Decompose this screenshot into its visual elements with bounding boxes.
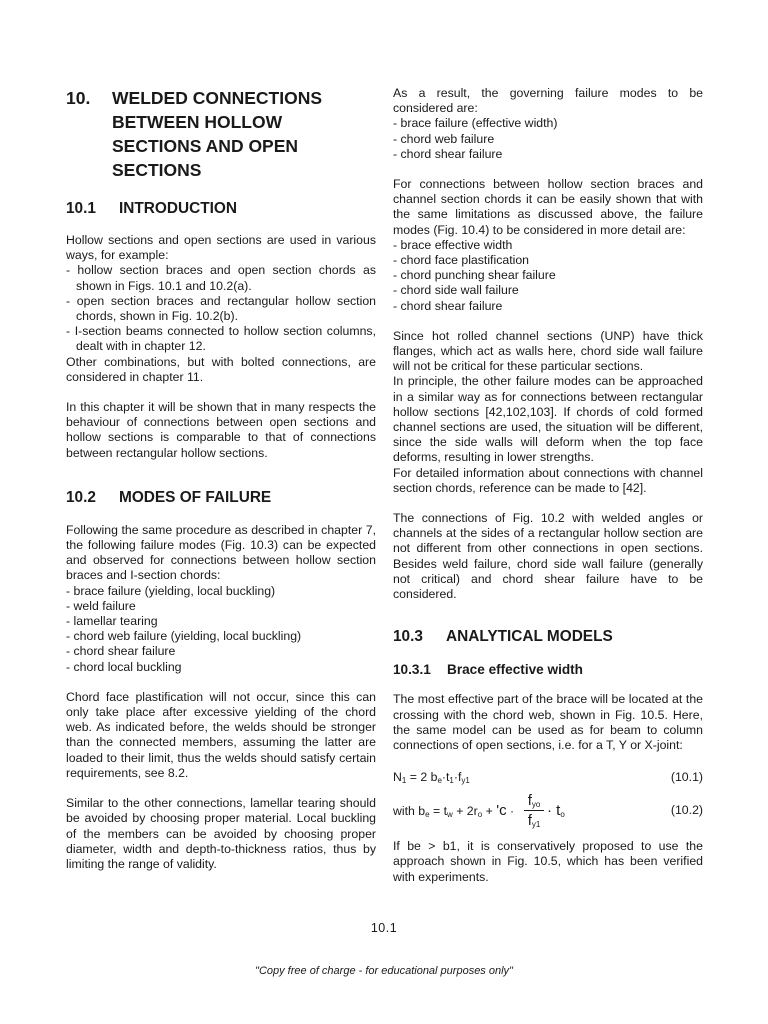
paragraph: In this chapter it will be shown that in many respects the behaviour of connections between open sections and hollow sections is comparable to that of connections between rectangular hollow sections. bbox=[66, 400, 376, 460]
list-item: - chord shear failure bbox=[66, 644, 376, 659]
equation-fraction: $f_{yo}$ $f_{y1}$ bbox=[524, 792, 544, 829]
equation-10-1 bbox=[393, 770, 703, 786]
list-item: - I-section beams connected to hollow section columns, dealt with in chapter 12. bbox=[66, 324, 376, 354]
equation-number: (10.1) bbox=[670, 770, 703, 785]
list-item: - chord side wall failure bbox=[393, 283, 703, 298]
bullet-list bbox=[66, 584, 376, 675]
subsection-number: 10.3.1 bbox=[393, 662, 431, 678]
paragraph: In principle, the other failure modes can be approached in a similar way as for connections between rectangular hollow sections [42,102,103]. If chords of cold formed channel sections are used, the situation will be different, since the side walls will deform when the top face deforms, resulting in lower strengths. bbox=[393, 374, 703, 465]
paragraph: As a result, the governing failure modes to be considered are: bbox=[393, 86, 703, 116]
bullet-list bbox=[393, 116, 703, 162]
chapter-title-line-2: BETWEEN HOLLOW bbox=[112, 112, 283, 132]
list-item: - weld failure bbox=[66, 599, 376, 614]
page-number: 10.1 bbox=[370, 921, 398, 935]
bullet-list bbox=[393, 238, 703, 314]
paragraph: For connections between hollow section braces and channel section chords it can be easily shown that with the same limitations as discussed above, the failure modes (Fig. 10.4) to be considered in more detail are: bbox=[393, 177, 703, 237]
list-item: - hollow section braces and open section chords as shown in Figs. 10.1 and 10.2(a). bbox=[66, 263, 376, 293]
chapter-title-line-1: WELDED CONNECTIONS bbox=[112, 88, 322, 108]
equation-10-2 bbox=[393, 792, 703, 830]
paragraph: If be > b1, it is conservatively proposed to use the approach shown in Fig. 10.5, which has been verified with experiments. bbox=[393, 839, 703, 884]
chapter-number: 10. bbox=[66, 88, 91, 108]
list-item: - chord shear failure bbox=[393, 299, 703, 314]
list-item: - lamellar tearing bbox=[66, 614, 376, 629]
list-item: - chord web failure bbox=[393, 132, 703, 147]
section-title: INTRODUCTION bbox=[119, 200, 237, 217]
list-item: - brace failure (effective width) bbox=[393, 116, 703, 131]
paragraph: Since hot rolled channel sections (UNP) have thick flanges, which act as walls here, chord side wall failure will not be critical for these particular sections. bbox=[393, 328, 703, 374]
paragraph: For detailed information about connections with channel section chords, reference can be made to [42]. bbox=[393, 465, 703, 495]
copyright-note: "Copy free of charge - for educational purposes only" bbox=[255, 965, 513, 977]
paragraph: Similar to the other connections, lamellar tearing should be avoided by choosing proper material. Local buckling of the members can be avoided by choosing proper diameter, width and depth-to-thickness ratios, thus by limiting the range of validity. bbox=[66, 796, 376, 871]
list-item: - chord local buckling bbox=[66, 660, 376, 675]
left-column bbox=[66, 86, 376, 872]
equation-body: $N_1 = 2$ $b_e\cdot t_1\cdot f_{y1}$ bbox=[393, 770, 470, 786]
equation-tail: · $t_o$ bbox=[547, 802, 565, 820]
right-column bbox=[393, 86, 703, 885]
bullet-list bbox=[66, 263, 376, 354]
list-item: - open section braces and rectangular hollow section chords, shown in Fig. 10.2(b). bbox=[66, 294, 376, 324]
chapter-title-line-3: SECTIONS AND OPEN bbox=[112, 136, 299, 156]
paragraph: Following the same procedure as described in chapter 7, the following failure modes (Fig. 10.3) can be expected and observed for connections between hollow section braces and I-section chords: bbox=[66, 522, 376, 583]
subsection-title: Brace effective width bbox=[447, 662, 583, 678]
equation-body: with $b_e = t_w + 2r_o$ + 'c · bbox=[393, 802, 515, 820]
paragraph: The most effective part of the brace will be located at the crossing with the chord web, shown in Fig. 10.5. Here, the same model can be used as for beam to column connections of open sections, i.e. for a T, Y or X-joint: bbox=[393, 692, 703, 752]
section-title: ANALYTICAL MODELS bbox=[446, 628, 613, 646]
equation-number: (10.2) bbox=[670, 803, 703, 818]
list-item: - brace effective width bbox=[393, 238, 703, 253]
paragraph: Chord face plastification will not occur, since this can only take place after excessive yielding of the chord web. As indicated before, the welds should be stronger than the connected members, assuming the latter are loaded to their limit, thus the welds should satisfy certain requirements, see 8.2. bbox=[66, 689, 376, 780]
list-item: - chord face plastification bbox=[393, 253, 703, 268]
section-number: 10.3 bbox=[393, 628, 423, 646]
paragraph: Other combinations, but with bolted connections, are considered in chapter 11. bbox=[66, 354, 376, 384]
section-heading-10-2 bbox=[66, 488, 376, 508]
section-heading-10-1 bbox=[66, 199, 376, 219]
chapter-title-line-4: SECTIONS bbox=[112, 160, 202, 180]
section-heading-10-3 bbox=[393, 627, 703, 647]
list-item: - brace failure (yielding, local buckling) bbox=[66, 584, 376, 599]
paragraph: Hollow sections and open sections are used in various ways, for example: bbox=[66, 233, 376, 263]
list-item: - chord web failure (yielding, local buckling) bbox=[66, 629, 376, 644]
list-item: - chord shear failure bbox=[393, 147, 703, 162]
section-number: 10.1 bbox=[66, 200, 96, 217]
list-item: - chord punching shear failure bbox=[393, 268, 703, 283]
paragraph: The connections of Fig. 10.2 with welded angles or channels at the sides of a rectangular hollow section are not different from other connections in open sections. Besides weld failure, chord side wall failure (generally not critical) and chord shear failure have to be considered. bbox=[393, 511, 703, 602]
subsection-heading-10-3-1 bbox=[393, 661, 703, 679]
chapter-title bbox=[66, 86, 376, 182]
section-title: MODES OF FAILURE bbox=[119, 488, 272, 506]
section-number: 10.2 bbox=[66, 488, 96, 506]
